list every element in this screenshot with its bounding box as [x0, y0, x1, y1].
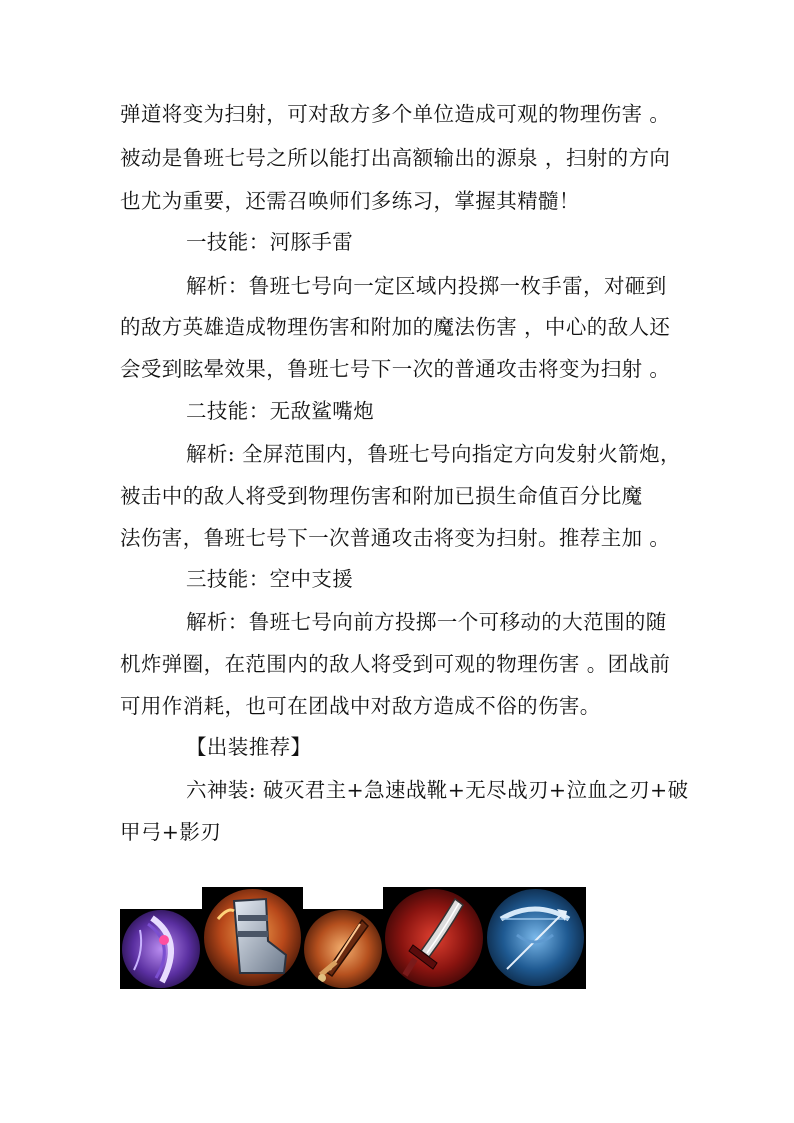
- text-line: 解析：鲁班七号向一定区域内投掷一枚手雷，对砸到: [186, 274, 667, 298]
- item-icons-strip: [120, 887, 586, 989]
- skill-heading: 三技能：空中支援: [186, 567, 354, 591]
- text-line: 法伤害，鲁班七号下一次普通攻击将变为扫射。推荐主加 。: [120, 526, 671, 550]
- text-line: 解析：鲁班七号向前方投掷一个可移动的大范围的随: [186, 610, 667, 634]
- speed-boots-item-icon: [202, 887, 303, 989]
- skill-heading: 一技能：河豚手雷: [186, 230, 354, 254]
- text-line: 被动是鲁班七号之所以能打出高额输出的源泉 ，扫射的方向: [120, 146, 671, 170]
- text-line: 六神装: 破灭君主+急速战靴+无尽战刃+泣血之刃+破: [186, 778, 689, 802]
- text-line: 机炸弹圈，在范围内的敌人将受到可观的物理伤害 。团战前: [120, 652, 671, 676]
- text-line: 弹道将变为扫射，可对敌方多个单位造成可观的物理伤害 。: [120, 102, 671, 126]
- text-line: 也尤为重要，还需召唤师们多练习，掌握其精髓！: [120, 189, 580, 213]
- infinity-blade-item-icon: [303, 909, 383, 989]
- armor-breaker-bow-item-icon: [485, 887, 586, 989]
- text-line: 的敌方英雄造成物理伤害和附加的魔法伤害 ，中心的敌人还: [120, 315, 671, 339]
- skill-heading: 二技能：无敌鲨嘴炮: [186, 399, 375, 423]
- purple-bow-item-icon: [120, 909, 202, 989]
- text-line: 会受到眩晕效果，鲁班七号下一次的普通攻击将变为扫射 。: [120, 357, 671, 381]
- text-line: 被击中的敌人将受到物理伤害和附加已损生命值百分比魔: [120, 484, 643, 508]
- section-heading: 【出装推荐】: [186, 735, 312, 759]
- text-line: 解析: 全屏范围内，鲁班七号向指定方向发射火箭炮，: [186, 442, 681, 466]
- text-line: 可用作消耗，也可在团战中对敌方造成不俗的伤害。: [120, 694, 601, 718]
- bloodthirsty-blade-item-icon: [383, 887, 485, 989]
- text-line: 甲弓+影刃: [120, 820, 222, 844]
